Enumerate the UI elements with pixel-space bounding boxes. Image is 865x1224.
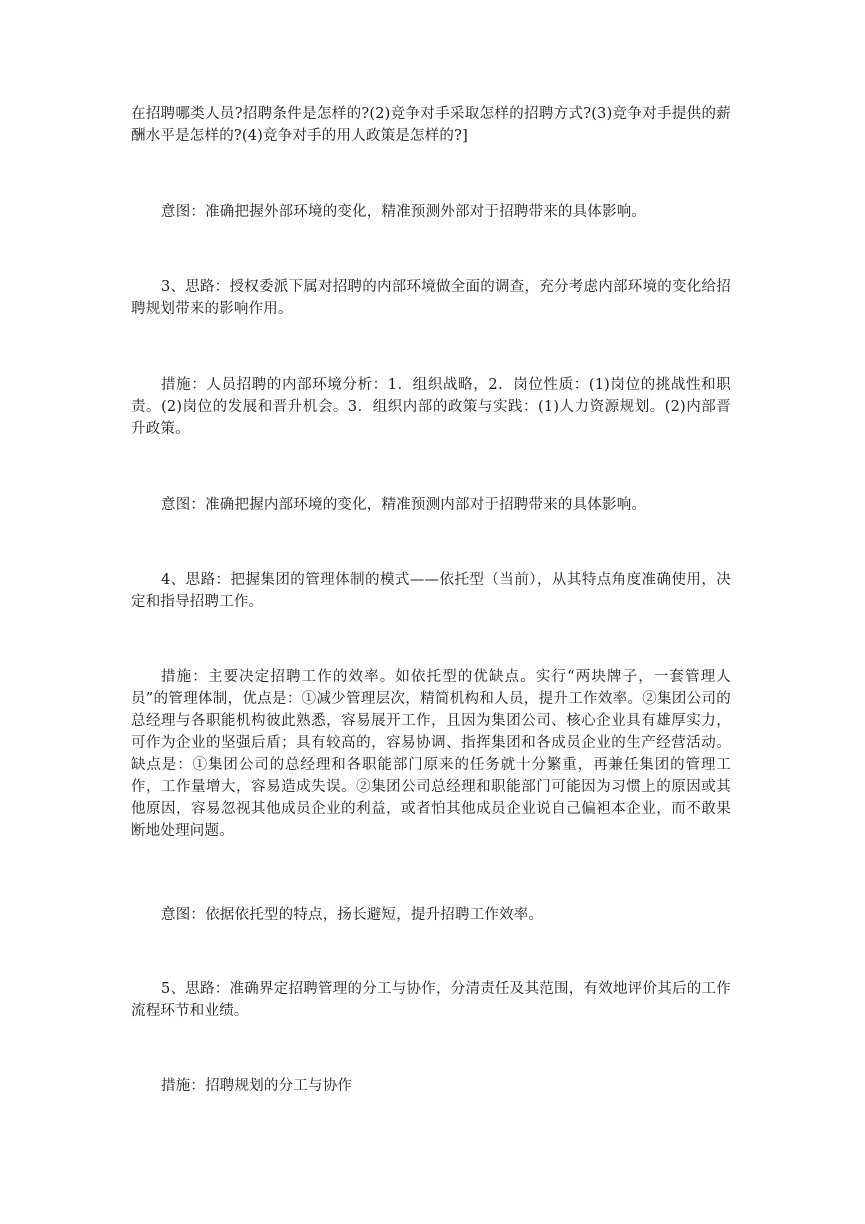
paragraph-measures-division: 措施：招聘规划的分工与协作 (161, 1078, 353, 1094)
paragraph-competitor-questions: 在招聘哪类人员?招聘条件是怎样的?(2)竞争对手采取怎样的招聘方式?(3)竞争对手提供的薪酬水平是怎样的?(4)竞争对手的用人政策是怎样的?] (131, 106, 731, 144)
paragraph-idea-4: 4、思路：把握集团的管理体制的模式——依托型（当前），从其特点角度准确使用，决定和指导招聘工作。 (131, 572, 731, 610)
paragraph-intent-external: 意图：准确把握外部环境的变化，精准预测外部对于招聘带来的具体影响。 (161, 204, 647, 220)
paragraph-intent-efficiency: 意图：依据依托型的特点，扬长避短，提升招聘工作效率。 (161, 907, 544, 923)
paragraph-measures-dependent-model: 措施：主要决定招聘工作的效率。如依托型的优缺点。实行“两块牌子，一套管理人员”的管理体制，优点是：①减少管理层次，精简机构和人员，提升工作效率。②集团公司的总经理与各职能机构彼此熟悉，容易展开工作，且因为集团公司、核心企业具有雄厚实力，可作为企业的坚强后盾；具有较高的，容易协调、指挥集团和各成员企业的生产经营活动。缺点是：①集团公司的总经理和各职能部门原来的任务就十分繁重，再兼任集团的管理工作，工作量增大，容易造成失误。②集团公司总经理和职能部门可能因为习惯上的原因或其他原因，容易忽视其他成员企业的利益，或者怕其他成员企业说自己偏袒本企业，而不敢果断地处理问题。 (131, 669, 731, 839)
paragraph-intent-internal: 意图：准确把握内部环境的变化，精准预测内部对于招聘带来的具体影响。 (161, 497, 647, 513)
paragraph-measures-internal: 措施：人员招聘的内部环境分析：1．组织战略，2．岗位性质：(1)岗位的挑战性和职责。(2)岗位的发展和晋升机会。3．组织内部的政策与实践：(1)人力资源规划。(2)内部晋升政策。 (131, 377, 731, 437)
paragraph-idea-5: 5、思路：准确界定招聘管理的分工与协作，分清责任及其范围，有效地评价其后的工作流程环节和业绩。 (131, 981, 731, 1019)
paragraph-idea-3: 3、思路：授权委派下属对招聘的内部环境做全面的调查，充分考虑内部环境的变化给招聘规划带来的影响作用。 (131, 279, 731, 317)
